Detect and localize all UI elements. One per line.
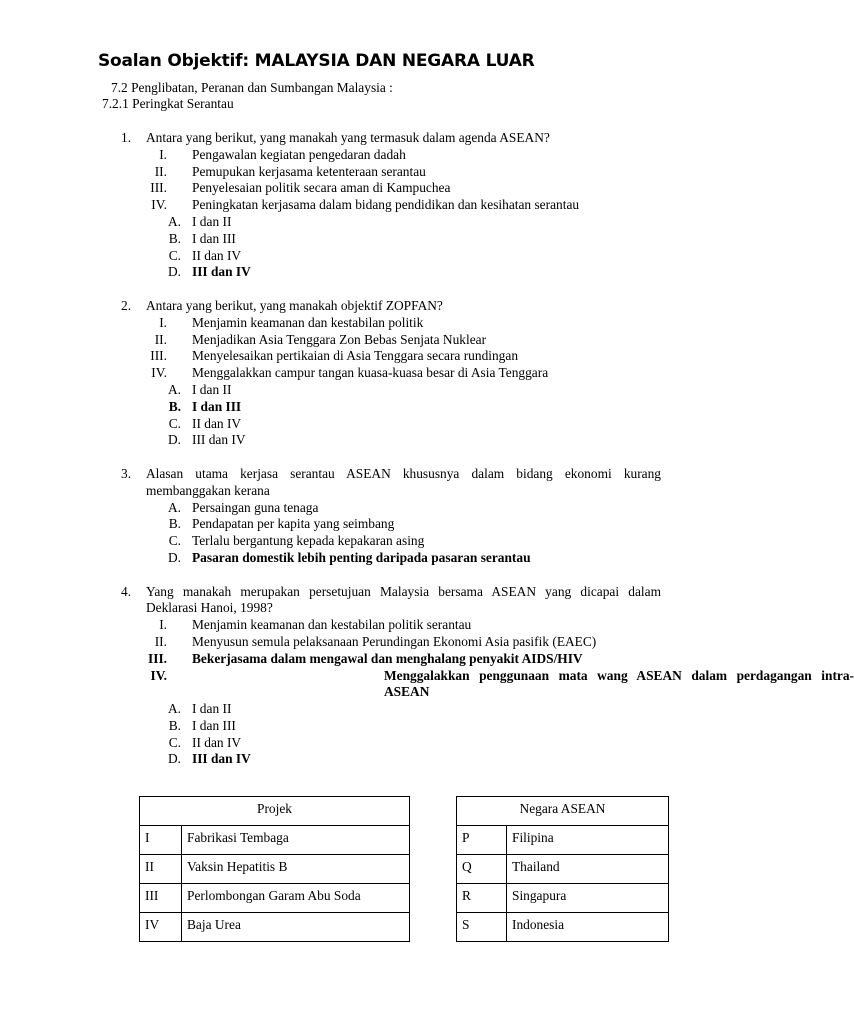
- option-letter: C.: [168, 734, 181, 750]
- table-cell-text: Singapura: [507, 884, 669, 913]
- table-header: Projek: [140, 797, 410, 826]
- option-letter: A.: [167, 381, 181, 397]
- answer-option: [0, 718, 768, 735]
- table-row: [140, 826, 410, 855]
- roman-text: Menggalakkan penggunaan mata wang ASEAN dalam perdagangan intra-ASEAN: [384, 667, 854, 700]
- answer-option: [0, 533, 768, 550]
- table-row: [457, 826, 669, 855]
- table-cell-num: II: [140, 855, 182, 884]
- table-cell-text: Perlombongan Garam Abu Soda: [182, 884, 410, 913]
- answer-option-correct: [0, 399, 768, 416]
- answer-option: [0, 416, 768, 433]
- roman-item: [0, 164, 768, 181]
- option-text: III dan IV: [192, 264, 251, 280]
- table-cell-text: Indonesia: [507, 913, 669, 942]
- option-letter: C.: [168, 533, 181, 549]
- roman-number: II.: [154, 633, 167, 649]
- option-text: I dan III: [192, 717, 236, 733]
- roman-text: Bekerjasama dalam mengawal dan menghalang penyakit AIDS/HIV: [192, 650, 583, 666]
- option-letter: B.: [168, 516, 181, 532]
- table-header: Negara ASEAN: [457, 797, 669, 826]
- roman-item: [0, 315, 768, 332]
- table-cell-text: Fabrikasi Tembaga: [182, 826, 410, 855]
- option-text: II dan IV: [192, 247, 242, 263]
- table-cell-code: R: [457, 884, 507, 913]
- table-row: [457, 913, 669, 942]
- roman-text: Menyusun semula pelaksanaan Perundingan Ekonomi Asia pasifik (EAEC): [192, 633, 597, 649]
- option-text: I dan III: [192, 230, 236, 246]
- roman-item: [0, 332, 768, 349]
- option-letter: D.: [167, 432, 181, 448]
- table-cell-num: I: [140, 826, 182, 855]
- table-row: [457, 884, 669, 913]
- table-cell-text: Baja Urea: [182, 913, 410, 942]
- question-list: [0, 130, 854, 785]
- option-text: II dan IV: [192, 415, 242, 431]
- question-1: [0, 130, 768, 281]
- roman-text: Menjamin keamanan dan kestabilan politik: [192, 314, 424, 330]
- roman-text: Peningkatan kerjasama dalam bidang pendidikan dan kesihatan serantau: [192, 197, 580, 213]
- roman-item: [0, 147, 768, 164]
- table-cell-text: Thailand: [507, 855, 669, 884]
- answer-option: [0, 516, 768, 533]
- roman-number: IV.: [151, 197, 167, 213]
- table-cell-code: P: [457, 826, 507, 855]
- question-text: Alasan utama kerjasa serantau ASEAN khususnya dalam bidang ekonomi kurang membanggakan kerana: [146, 465, 661, 498]
- roman-text: Penyelesaian politik secara aman di Kampuchea: [192, 180, 451, 196]
- table-cell-code: S: [457, 913, 507, 942]
- option-letter: B.: [168, 398, 181, 414]
- option-text: II dan IV: [192, 734, 242, 750]
- roman-number: III.: [148, 650, 167, 666]
- option-text: III dan IV: [192, 432, 246, 448]
- table-cell-num: III: [140, 884, 182, 913]
- question-text: Antara yang berikut, yang manakah yang termasuk dalam agenda ASEAN?: [146, 130, 550, 145]
- answer-option: [0, 231, 768, 248]
- answer-option-correct: [0, 550, 768, 567]
- roman-item-correct: [0, 667, 854, 702]
- table-row: [140, 855, 410, 884]
- option-text: I dan II: [192, 381, 232, 397]
- table-cell-code: Q: [457, 855, 507, 884]
- question-3: [0, 466, 768, 567]
- roman-number: II.: [154, 331, 167, 347]
- option-text: Pasaran domestik lebih penting daripada pasaran serantau: [192, 549, 531, 565]
- roman-text: Pengawalan kegiatan pengedaran dadah: [192, 146, 406, 162]
- roman-text: Menggalakkan campur tangan kuasa-kuasa besar di Asia Tenggara: [192, 365, 549, 381]
- option-text: I dan II: [192, 213, 232, 229]
- table-cell-text: Vaksin Hepatitis B: [182, 855, 410, 884]
- table-row: [140, 884, 410, 913]
- option-text: III dan IV: [192, 751, 251, 767]
- question-stem: [0, 466, 661, 500]
- table-row: [140, 913, 410, 942]
- answer-option: [0, 432, 768, 449]
- roman-number: I.: [159, 314, 167, 330]
- option-letter: A.: [167, 499, 181, 515]
- roman-item: [0, 634, 768, 651]
- option-letter: D.: [167, 264, 181, 280]
- option-letter: D.: [167, 751, 181, 767]
- question-number: 1.: [121, 130, 132, 145]
- table-cell-text: Filipina: [507, 826, 669, 855]
- roman-text: Pemupukan kerjasama ketenteraan serantau: [192, 163, 426, 179]
- table-cell-num: IV: [140, 913, 182, 942]
- answer-option: [0, 382, 768, 399]
- roman-number: I.: [159, 617, 167, 633]
- answer-option: [0, 735, 768, 752]
- negara-asean-table: [456, 796, 669, 942]
- roman-number: IV.: [151, 365, 167, 381]
- option-letter: B.: [168, 230, 181, 246]
- roman-item: [0, 617, 768, 634]
- section-heading: 7.2 Penglibatan, Peranan dan Sumbangan Malaysia :: [111, 80, 393, 95]
- roman-number: I.: [159, 146, 167, 162]
- roman-text: Menjadikan Asia Tenggara Zon Bebas Senjata Nuklear: [192, 331, 487, 347]
- option-letter: A.: [167, 701, 181, 717]
- answer-option-correct: [0, 751, 768, 768]
- roman-item: [0, 348, 768, 365]
- roman-item-correct: [0, 651, 768, 668]
- answer-option: [0, 701, 768, 718]
- option-text: I dan III: [192, 398, 242, 414]
- option-text: I dan II: [192, 701, 232, 717]
- roman-number: III.: [150, 348, 167, 364]
- roman-text: Menyelesaikan pertikaian di Asia Tenggara secara rundingan: [192, 348, 519, 364]
- roman-number: II.: [154, 163, 167, 179]
- question-number: 4.: [121, 583, 132, 599]
- option-text: Persaingan guna tenaga: [192, 499, 319, 515]
- table-row: [457, 855, 669, 884]
- page-title: Soalan Objektif: MALAYSIA DAN NEGARA LUAR: [98, 51, 535, 71]
- roman-number: IV.: [150, 667, 167, 683]
- question-2: [0, 298, 768, 449]
- option-letter: C.: [168, 415, 181, 431]
- roman-text: Menjamin keamanan dan kestabilan politik serantau: [192, 617, 472, 633]
- question-number: 2.: [121, 297, 132, 313]
- option-letter: C.: [168, 247, 181, 263]
- option-letter: D.: [167, 549, 181, 565]
- projek-table: [139, 796, 410, 942]
- option-letter: B.: [168, 717, 181, 733]
- subsection-heading: 7.2.1 Peringkat Serantau: [102, 96, 234, 111]
- question-stem: [0, 298, 661, 315]
- roman-item: [0, 197, 768, 214]
- answer-option: [0, 248, 768, 265]
- option-letter: A.: [167, 213, 181, 229]
- option-text: Terlalu bergantung kepada kepakaran asing: [192, 533, 425, 549]
- question-text: Yang manakah merupakan persetujuan Malaysia bersama ASEAN yang dicapai dalam Deklarasi Hanoi, 1998?: [146, 583, 661, 616]
- question-stem: [0, 130, 661, 147]
- question-stem: [0, 584, 661, 618]
- answer-option: [0, 500, 768, 517]
- answer-option: [0, 214, 768, 231]
- option-text: Pendapatan per kapita yang seimbang: [192, 516, 395, 532]
- question-text: Antara yang berikut, yang manakah objektif ZOPFAN?: [146, 297, 443, 313]
- answer-option-correct: [0, 264, 768, 281]
- roman-item: [0, 365, 768, 382]
- question-4: [0, 583, 854, 769]
- roman-item: [0, 180, 768, 197]
- question-number: 3.: [121, 465, 132, 481]
- roman-number: III.: [150, 180, 167, 196]
